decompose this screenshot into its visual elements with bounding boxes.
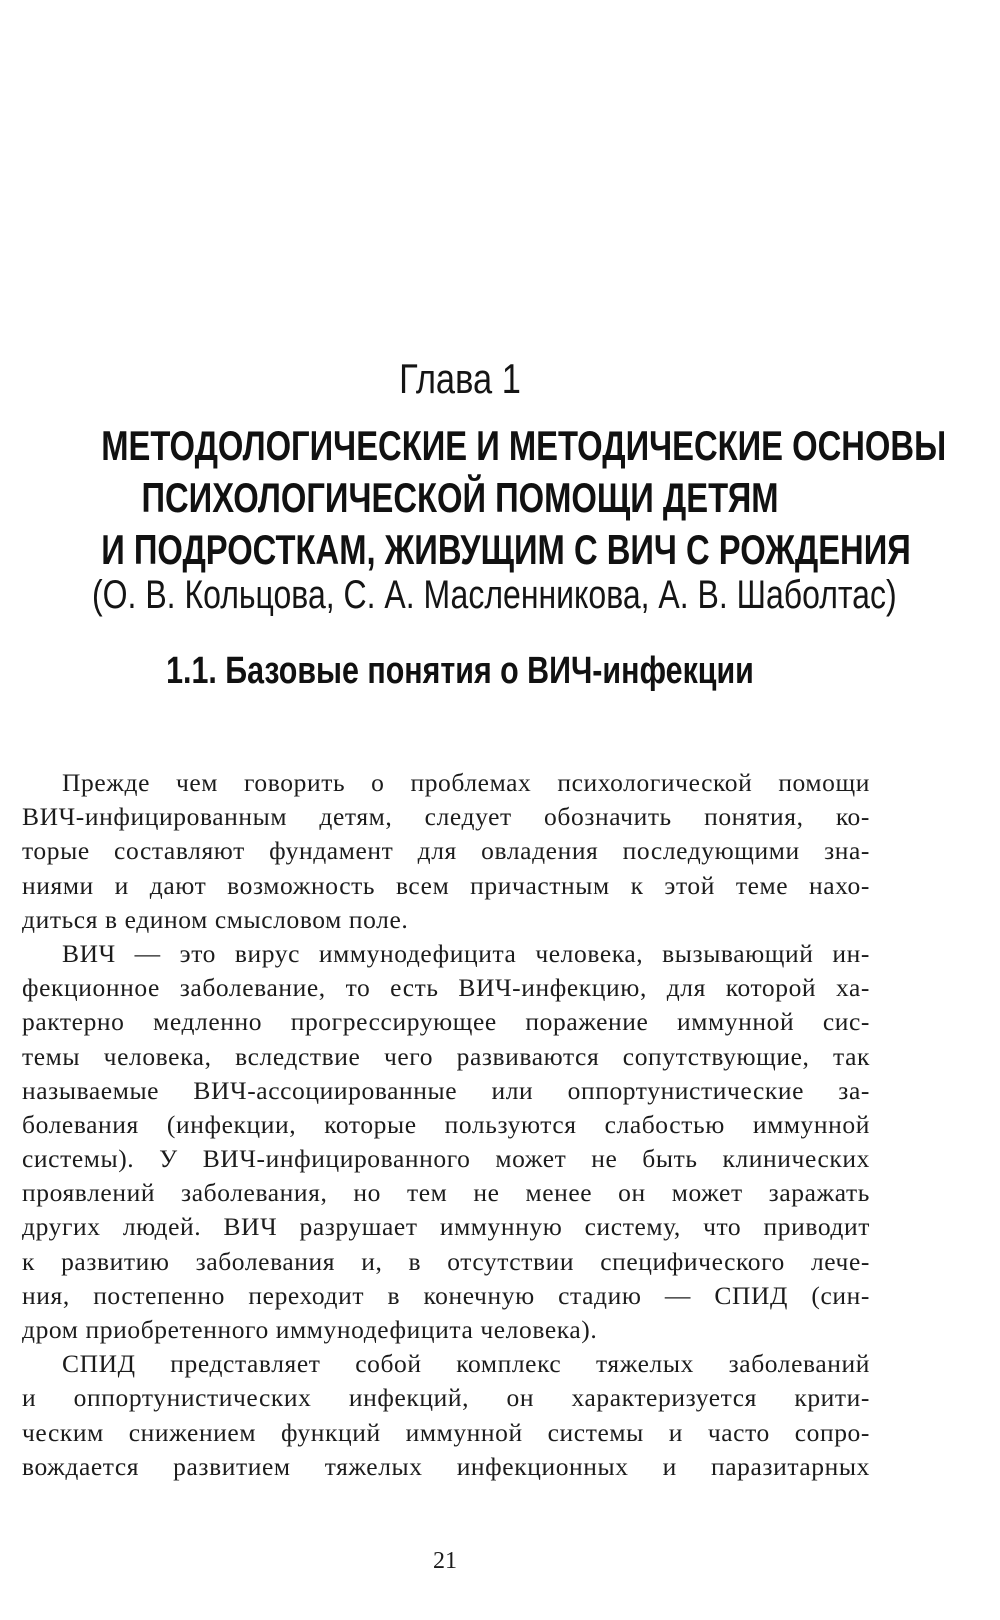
text-line: называемые ВИЧ-ассоциированные или оппортунистические за- — [22, 1075, 870, 1105]
text-line: ческим снижением функций иммунной системы и часто сопро- — [22, 1417, 870, 1447]
text-line: вождается развитием тяжелых инфекционных и паразитарных — [22, 1451, 870, 1481]
page-number: 21 — [433, 1548, 457, 1574]
chapter-authors: (О. В. Кольцова, С. А. Масленникова, А. В. Шаболтас) — [92, 573, 897, 617]
chapter-title-line: И ПОДРОСТКАМ, ЖИВУЩИМ С ВИЧ С РОЖДЕНИЯ — [101, 526, 911, 573]
text-line: дром приобретенного иммунодефицита человека). — [22, 1315, 598, 1344]
text-line: болевания (инфекции, которые пользуются слабостью иммунной — [22, 1109, 870, 1139]
text-line: темы человека, вследствие чего развиваются сопутствующие, так — [22, 1041, 870, 1071]
body-text — [22, 766, 870, 1484]
text-line: проявлений заболевания, но тем не менее он может заражать — [22, 1178, 870, 1208]
text-line: системы). У ВИЧ-инфицированного может не быть клинических — [22, 1144, 870, 1174]
text-line: торые составляют фундамент для овладения последующими зна- — [22, 836, 870, 866]
text-line: ниями и дают возможность всем причастным к этой теме нахо- — [22, 870, 870, 900]
text-line: и оппортунистических инфекций, он характеризуется крити- — [22, 1383, 870, 1413]
chapter-label: Глава 1 — [399, 355, 521, 402]
section-title: 1.1. Базовые понятия о ВИЧ-инфекции — [166, 650, 754, 692]
text-line: рактерно медленно прогрессирующее поражение иммунной сис- — [22, 1007, 870, 1037]
text-line: к развитию заболевания и, в отсутствии специфического лече- — [22, 1246, 870, 1276]
text-line: ВИЧ — это вирус иммунодефицита человека, вызывающий ин- — [62, 938, 870, 968]
chapter-title-line: ПСИХОЛОГИЧЕСКОЙ ПОМОЩИ ДЕТЯМ — [141, 474, 779, 521]
text-line: Прежде чем говорить о проблемах психологической помощи — [62, 768, 870, 797]
text-line: СПИД представляет собой комплекс тяжелых заболеваний — [62, 1349, 870, 1379]
chapter-title — [101, 420, 947, 576]
text-line: ВИЧ-инфицированным детям, следует обозначить понятия, ко- — [22, 802, 870, 832]
text-line: фекционное заболевание, то есть ВИЧ-инфекцию, для которой ха- — [22, 973, 870, 1003]
text-line: диться в едином смысловом поле. — [22, 904, 409, 934]
text-line: ния, постепенно переходит в конечную стадию — СПИД (син- — [22, 1280, 870, 1310]
text-line: других людей. ВИЧ разрушает иммунную систему, что приводит — [22, 1212, 870, 1242]
chapter-title-line: МЕТОДОЛОГИЧЕСКИЕ И МЕТОДИЧЕСКИЕ ОСНОВЫ — [101, 422, 947, 469]
